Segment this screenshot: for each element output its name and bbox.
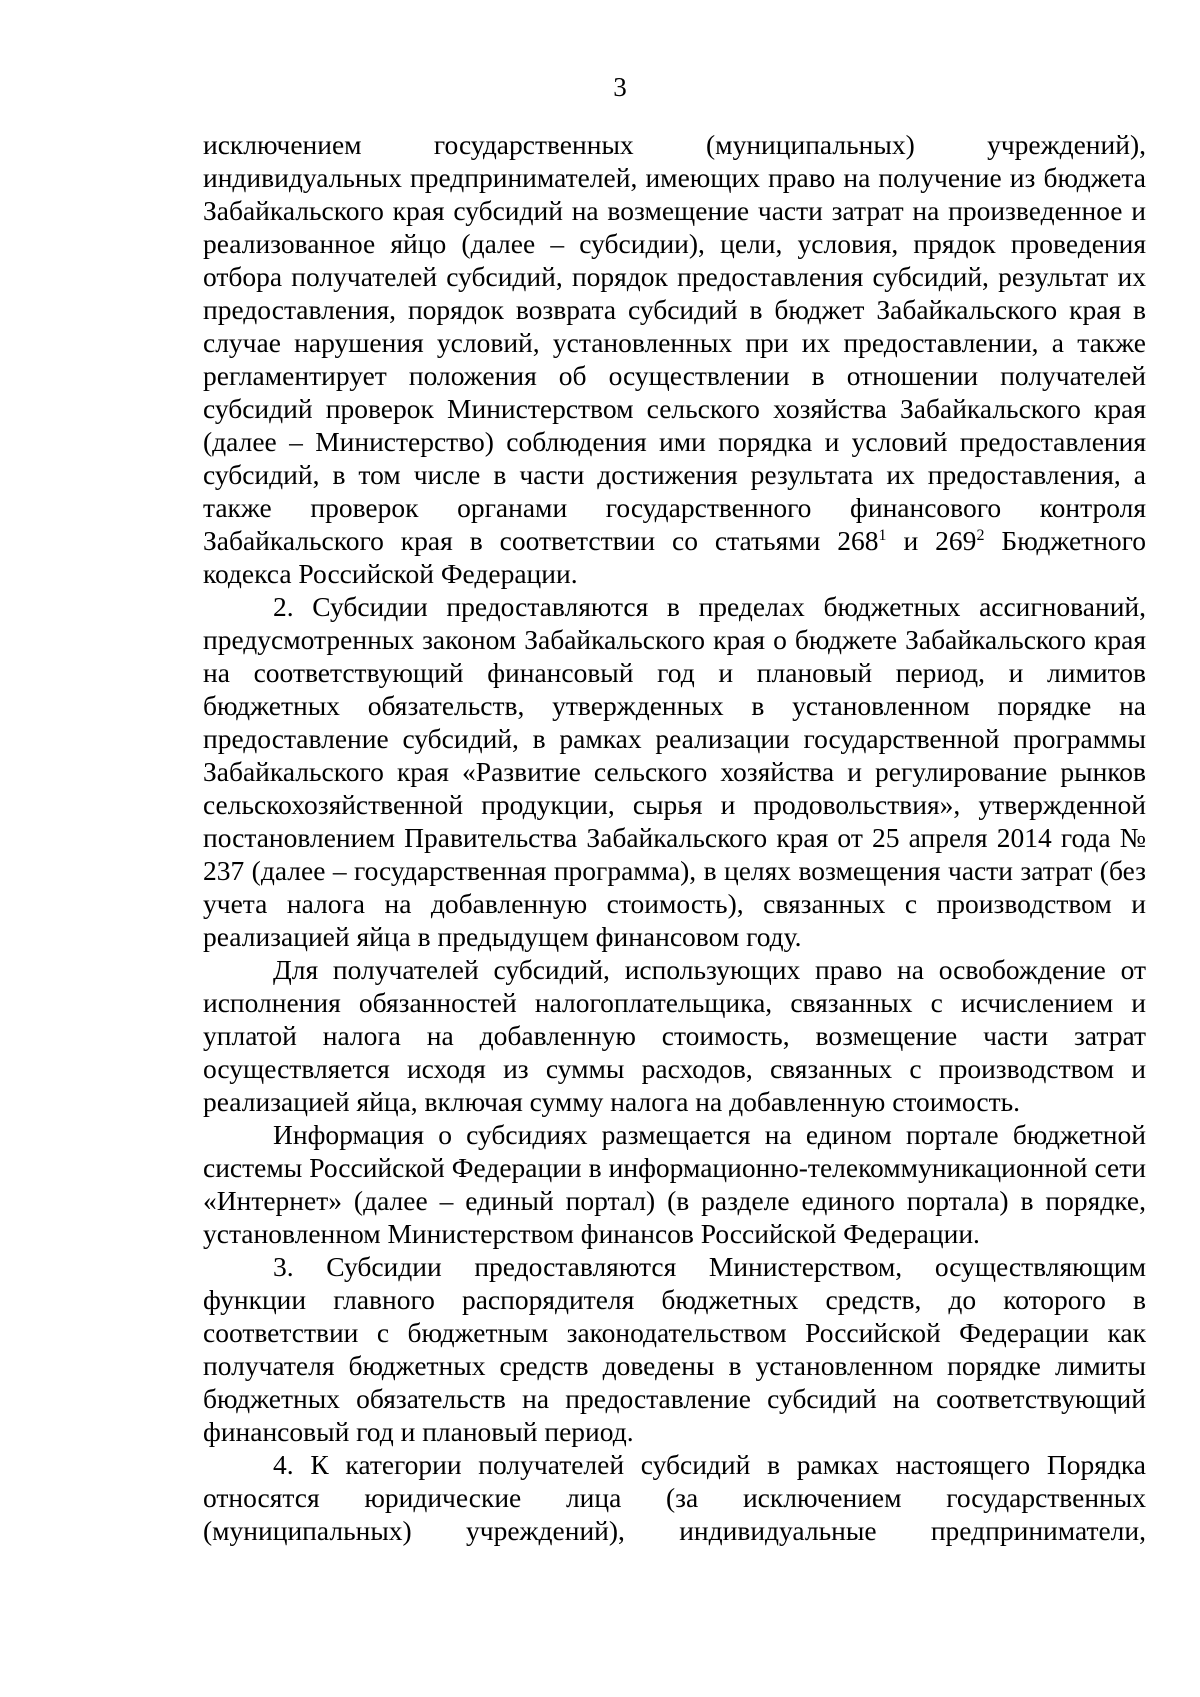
document-body xyxy=(203,128,1146,1547)
paragraph-1-text: исключением государственных (муниципальных) учреждений), индивидуальных предпринимателей, имеющих право на получение из бюджета Забайкальского края субсидий на возмещение части затрат на произведенное и реализованное яйцо (далее – субсидии), цели, условия, прядок проведения отбора получателей субсидий, порядок предоставления субсидий, результат их предоставления, порядок возврата субсидий в бюджет Забайкальского края в случае нарушения условий, установленных при их предоставлении, а также регламентирует положения об осуществлении в отношении получателей субсидий проверок Министерством сельского хозяйства Забайкальского края (далее – Министерство) соблюдения ими порядка и условий предоставления субсидий, в том числе в части достижения результата их предоставления, а также проверок органами государственного финансового контроля Забайкальского края в соответствии со статьями 268 xyxy=(203,129,1146,556)
page-number: 3 xyxy=(613,72,627,102)
paragraph-2: 2. Субсидии предоставляются в пределах бюджетных ассигнований, предусмотренных законом Забайкальского края о бюджете Забайкальского края на соответствующий финансовый год и плановый период, и лимитов бюджетных обязательств, утвержденных в установленном порядке на предоставление субсидий, в рамках реализации государственной программы Забайкальского края «Развитие сельского хозяйства и регулирование рынков сельскохозяйственной продукции, сырья и продовольствия», утвержденной постановлением Правительства Забайкальского края от 25 апреля 2014 года № 237 (далее – государственная программа), в целях возмещения части затрат (без учета налога на добавленную стоимость), связанных с производством и реализацией яйца в предыдущем финансовом году. xyxy=(203,591,1146,952)
paragraph-1 xyxy=(203,128,1146,590)
article-superscript-2: 2 xyxy=(976,527,985,544)
paragraph-3: Для получателей субсидий, использующих право на освобождение от исполнения обязанностей налогоплательщика, связанных с исчислением и уплатой налога на добавленную стоимость, возмещение части затрат осуществляется исходя из суммы расходов, связанных с производством и реализацией яйца, включая сумму налога на добавленную стоимость. xyxy=(203,954,1146,1117)
paragraph-1-text-3: Бюджетного кодекса Российской Федерации. xyxy=(203,525,1147,589)
paragraph-5: 3. Субсидии предоставляются Министерством, осуществляющим функции главного распорядителя бюджетных средств, до которого в соответствии с бюджетным законодательством Российской Федерации как получателя бюджетных средств доведены в установленном порядке лимиты бюджетных обязательств на предоставление субсидий на соответствующий финансовый год и плановый период. xyxy=(203,1251,1146,1447)
paragraph-1-text-2: и 269 xyxy=(886,525,977,556)
article-superscript-1: 1 xyxy=(878,527,887,544)
paragraph-4: Информация о субсидиях размещается на едином портале бюджетной системы Российской Федерации в информационно-телекоммуникационной сети «Интернет» (далее – единый портал) (в разделе единого портала) в порядке, установленном Министерством финансов Российской Федерации. xyxy=(203,1119,1146,1249)
paragraph-6: 4. К категории получателей субсидий в рамках настоящего Порядка относятся юридические лица (за исключением государственных (муниципальных) учреждений), индивидуальные предприниматели, xyxy=(203,1449,1146,1546)
